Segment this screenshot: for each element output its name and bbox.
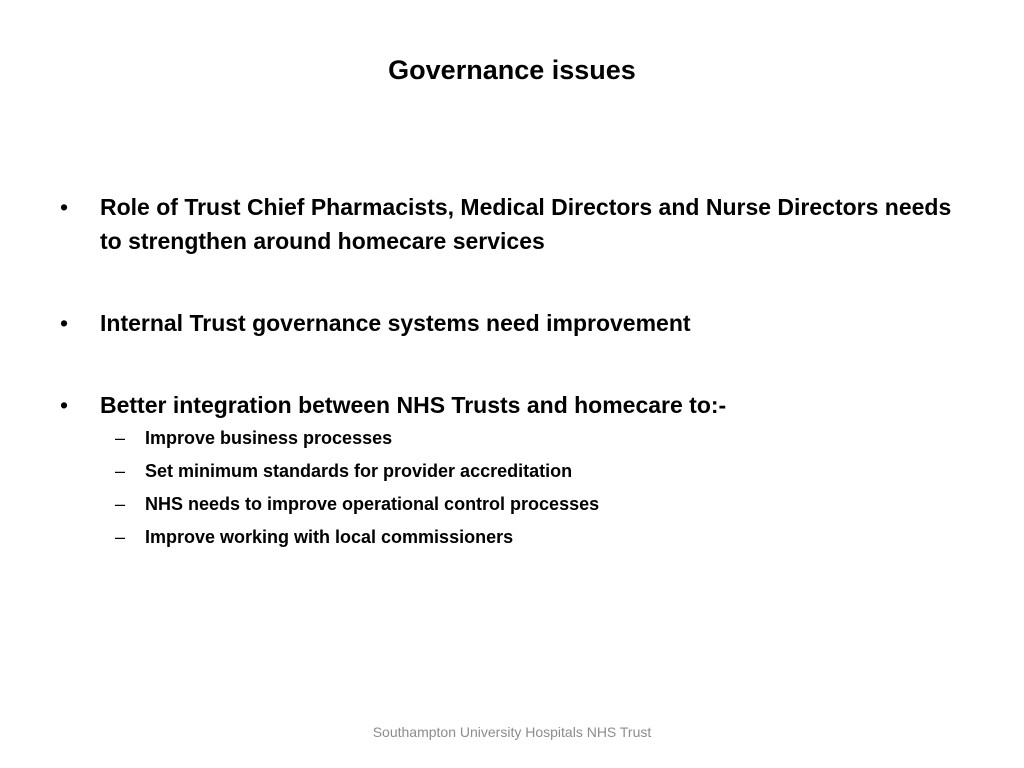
bullet-list (60, 190, 960, 554)
bullet-marker: • (60, 310, 69, 336)
dash-marker: – (115, 494, 126, 514)
dash-marker: – (115, 461, 126, 481)
sub-bullet-item (115, 488, 960, 521)
sub-bullet-text: Improve business processes (145, 428, 393, 448)
sub-bullet-text: Set minimum standards for provider accreditation (145, 461, 573, 481)
sub-bullet-list (60, 422, 960, 554)
sub-bullet-item (115, 422, 960, 455)
bullet-marker: • (60, 194, 69, 220)
sub-bullet-item (115, 455, 960, 488)
bullet-text: Role of Trust Chief Pharmacists, Medical Directors and Nurse Directors needs to strengthen around homecare services (100, 194, 952, 254)
sub-bullet-item (115, 521, 960, 554)
bullet-marker: • (60, 392, 69, 418)
dash-marker: – (115, 428, 126, 448)
bullet-text: Better integration between NHS Trusts and homecare to:- (100, 392, 727, 418)
slide-title: Governance issues (388, 55, 636, 85)
bullet-item (60, 388, 960, 422)
sub-bullet-text: Improve working with local commissioners (145, 527, 514, 547)
bullet-item (60, 190, 960, 258)
bullet-text: Internal Trust governance systems need improvement (100, 310, 691, 336)
dash-marker: – (115, 527, 126, 547)
slide-footer: Southampton University Hospitals NHS Trust (372, 724, 652, 740)
bullet-item (60, 306, 960, 340)
sub-bullet-text: NHS needs to improve operational control processes (145, 494, 600, 514)
